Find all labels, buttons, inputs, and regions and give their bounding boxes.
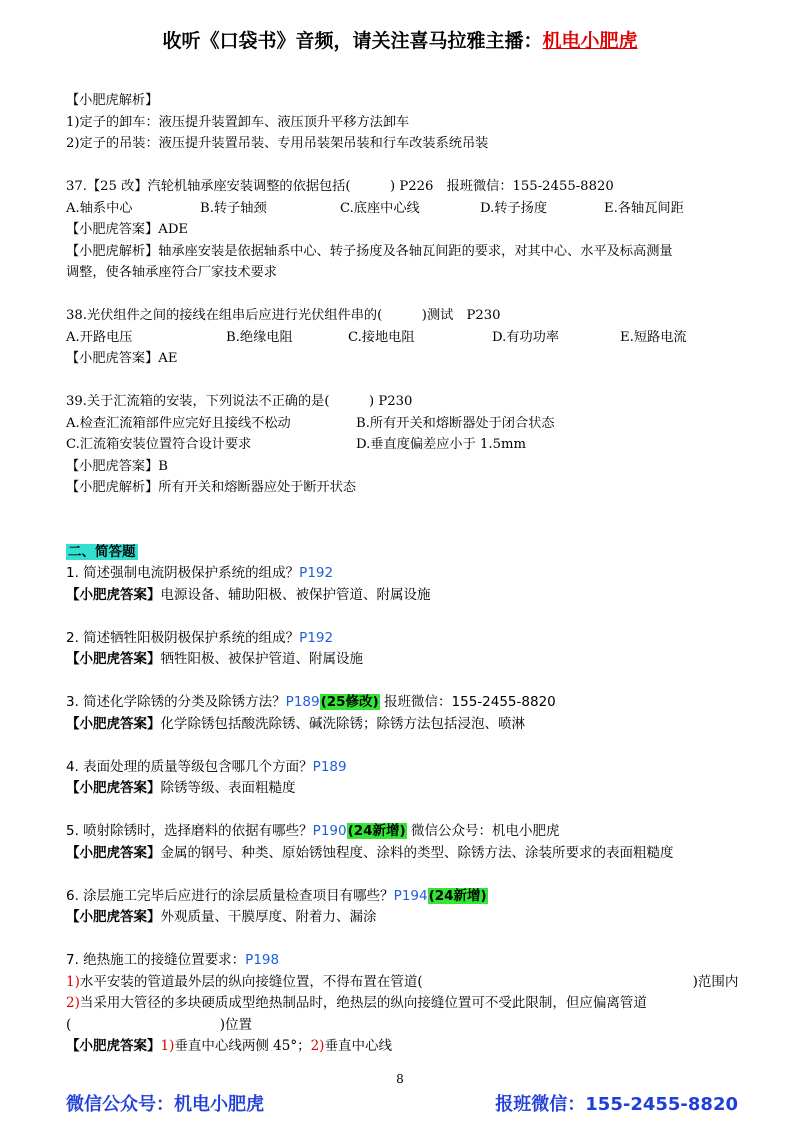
question-37-analysis-1: 【小肥虎解析】轴承座安装是依据轴系中心、转子扬度及各轴瓦间距的要求，对其中心、水平及标高测量: [66, 243, 673, 259]
analysis-label: 【小肥虎解析】: [66, 93, 159, 108]
question-39-analysis: 【小肥虎解析】所有开关和熔断器应处于断开状态: [66, 480, 357, 495]
option-d: D.垂直度偏差应小于 1.5mm: [356, 437, 526, 452]
short-question-6: 6. 涂层施工完毕后应进行的涂层质量检查项目有哪些？P194(24新增): [66, 887, 487, 904]
short-question-4: 4. 表面处理的质量等级包含哪几个方面？P189: [66, 758, 347, 775]
option-e: E.短路电流: [620, 329, 687, 345]
short-answer-1: 【小肥虎答案】电源设备、辅助阳极、被保护管道、附属设施: [66, 586, 431, 603]
new-tag: (24新增): [428, 887, 487, 904]
question-39-answer: 【小肥虎答案】B: [66, 458, 169, 474]
analysis-line-1: 1)定子的卸车：液压提升装置卸车、液压顶升平移方法卸车: [66, 114, 410, 130]
short-question-7-item-2: 2)当采用大管径的多块硬质成型绝热制品时，绝热层的纵向接缝位置可不受此限制，但应偏离管道: [66, 995, 647, 1011]
question-39: 39.关于汇流箱的安装，下列说法不正确的是( ) P230: [66, 394, 413, 409]
question-37: 37.【25 改】汽轮机轴承座安装调整的依据包括( ) P226 报班微信：155-2455-8820: [66, 179, 614, 194]
page-header: [0, 26, 800, 53]
option-e: E.各轴瓦间距: [604, 200, 684, 216]
revision-tag: (25修改): [320, 694, 379, 710]
option-d: D.有功功率: [492, 329, 560, 345]
question-38-answer: 【小肥虎答案】AE: [66, 351, 178, 366]
short-answer-2: 【小肥虎答案】牺牲阳极、被保护管道、附属设施: [66, 651, 363, 667]
footer-wechat-account: 微信公众号：机电小肥虎: [66, 1094, 264, 1115]
question-37-options: [66, 198, 756, 220]
new-tag: (24新增): [347, 823, 406, 839]
option-c: C.汇流箱安装位置符合设计要求: [66, 437, 252, 452]
question-37-answer: 【小肥虎答案】ADE: [66, 222, 189, 237]
option-c: C.底座中心线: [340, 200, 420, 216]
short-answer-7: 【小肥虎答案】1)垂直中心线两侧 45°；2)垂直中心线: [66, 1038, 392, 1054]
header-prefix: 收听《口袋书》音频，请关注喜马拉雅主播：: [162, 30, 543, 52]
document-body: [66, 90, 756, 1058]
option-b: B.转子轴颈: [200, 200, 267, 216]
analysis-line-2: 2)定子的吊装：液压提升装置吊装、专用吊装架吊装和行车改装系统吊装: [66, 136, 489, 151]
section-title: 二、简答题: [68, 543, 136, 560]
option-a: A.轴系中心: [66, 200, 133, 216]
short-question-2: 2. 简述牺牲阳极阴极保护系统的组成？P192: [66, 629, 334, 646]
short-question-7-item-2-cont: ( )位置: [66, 1016, 253, 1033]
short-answer-3: 【小肥虎答案】化学除锈包括酸洗除锈、碱洗除锈；除锈方法包括浸泡、喷淋: [66, 715, 525, 732]
option-b: B.所有开关和熔断器处于闭合状态: [356, 415, 555, 431]
page-number: 8: [396, 1072, 404, 1086]
footer-contact: 报班微信：155-2455-8820: [495, 1094, 738, 1115]
short-question-7-item-1: 1)水平安装的管道最外层的纵向接缝位置，不得布置在管道( )范围内: [66, 973, 739, 990]
short-answer-5: 【小肥虎答案】金属的钢号、种类、原始锈蚀程度、涂料的类型、除锈方法、涂装所要求的表面粗糙度: [66, 844, 674, 861]
short-question-7: 7. 绝热施工的接缝位置要求：P198: [66, 952, 280, 968]
option-c: C.接地电阻: [348, 329, 415, 345]
question-38: 38.光伏组件之间的接线在组串后应进行光伏组件串的( )测试 P230: [66, 308, 501, 323]
option-a: A.检查汇流箱部件应完好且接线不松动: [66, 415, 291, 431]
short-question-5: 5. 喷射除锈时，选择磨料的依据有哪些？P190(24新增) 微信公众号：机电小肥虎: [66, 823, 560, 839]
question-39-options-row-1: [66, 413, 756, 435]
header-brand: 机电小肥虎: [542, 30, 638, 52]
question-39-options-row-2: [66, 434, 756, 456]
option-d: D.转子扬度: [480, 200, 548, 216]
short-answer-4: 【小肥虎答案】除锈等级、表面粗糙度: [66, 780, 296, 796]
option-b: B.绝缘电阻: [226, 329, 293, 345]
short-answer-6: 【小肥虎答案】外观质量、干膜厚度、附着力、漏涂: [66, 909, 377, 925]
short-question-3: 3. 简述化学除锈的分类及除锈方法？P189(25修改) 报班微信：155-2455-8820: [66, 694, 556, 710]
short-question-1: 1. 简述强制电流阴极保护系统的组成？P192: [66, 565, 334, 581]
question-37-analysis-2: 调整，使各轴承座符合厂家技术要求: [66, 265, 277, 280]
question-38-options: [66, 327, 756, 349]
option-a: A.开路电压: [66, 329, 133, 345]
